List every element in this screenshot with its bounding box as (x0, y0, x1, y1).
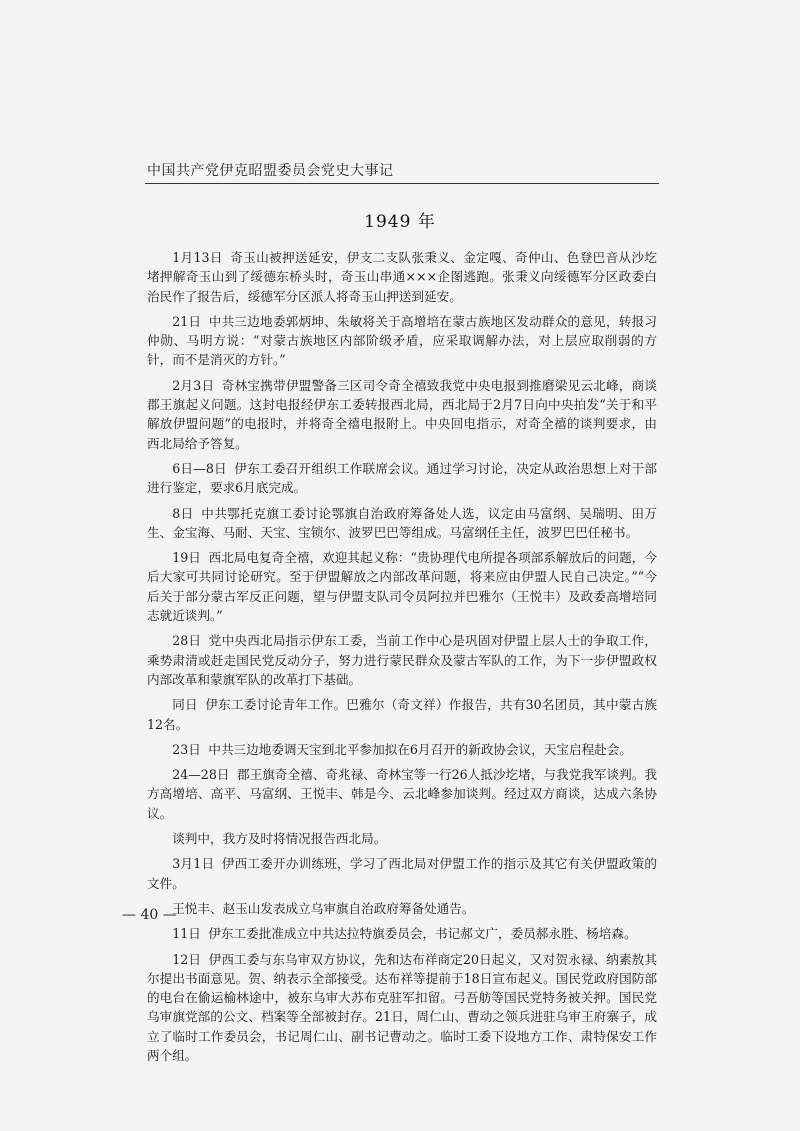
page-number: — 40 — (122, 907, 177, 923)
entry-text: 中共三边地委郭炳坤、朱敏将关于高增培在蒙古族地区发动群众的意见，转报习仲勋、马明方说：“对蒙古族地区内部阶级矛盾，应采取调解办法，对上层应取削弱的方针，而不是消灭的方针。” (147, 313, 658, 368)
entry-feb-8 (147, 504, 657, 543)
entry-text: 奇林宝携带伊盟警备三区司令奇全禧致我党中央电报到推磨梁见云北峰，商谈郡王旗起义问题。这封电报经伊东工委转报西北局，西北局于2月7日向中央拍发“关于和平解放伊盟问题”的电报时，并将奇全禧电报附上。中央回电指示，对奇全禧的谈判要求，由西北局给予答复。 (147, 377, 657, 451)
entry-mar-12 (147, 950, 657, 1066)
entry-mar-11 (147, 924, 657, 943)
entry-date: 24—28日 (172, 767, 230, 783)
entry-date: 11日 (172, 926, 201, 942)
entry-date: 1月13日 (172, 250, 223, 265)
entry-feb-3 (147, 376, 657, 453)
entry-text: 郡王旗奇全禧、奇兆禄、奇林宝等一行26人抵沙圪堵，与我党我军谈判。我方高增培、高平、马富纲、王悦丰、韩是今、云北峰参加谈判。经过双方商谈，达成六条协议。 (147, 767, 657, 821)
entry-text: 王悦丰、赵玉山发表成立乌审旗自治政府筹备处通告。 (172, 900, 475, 916)
entry-jan-21 (147, 312, 657, 370)
year-heading: 1949 年 (364, 212, 436, 232)
entry-24-28 (147, 765, 657, 823)
entry-text: 党中央西北局指示伊东工委，当前工作中心是巩固对伊盟上层人士的争取工作，乘势肃清或赶走国民党反动分子，努力进行蒙民群众及蒙古军队的工作，为下一步伊盟政权内部改革和蒙旗军队的改革打下基础。 (147, 633, 658, 687)
entry-text: 西北局电复奇全禧，欢迎其起义称：“贵协理代电所提各项部系解放后的问题，今后大家可共同讨论研究。至于伊盟解放之内部改革问题，将来应由伊盟人民自己决定。”“今后关于部分蒙古军反正问题，望与伊盟支队司令员阿拉并巴雅尔（王悦丰）及政委高增培同志就近谈判。” (147, 550, 657, 624)
entry-wushen-notice (147, 899, 657, 918)
entry-feb-19 (147, 548, 657, 625)
entry-23 (147, 740, 657, 759)
entry-text: 伊西工委与东乌审双方协议，先和达布祥商定20日起义，又对贺永禄、纳素敖其尔提出书面意见。贺、纳表示全部接受。达布祥等提前于18日宣布起义。国民党政府国防部的电台在偷运榆林途中，被东乌审大苏布克驻军扣留。弓吾舫等国民党特务被关押。国民党乌审旗党部的公文、档案等全部被封存。21日，周仁山、曹动之领兵进驻乌审王府寨子，成立了临时工作委员会，书记周仁山、副书记曹动之。临时工委下设地方工作、肃特保安工作两个组。 (147, 951, 657, 1063)
entry-date: 2月3日 (172, 377, 215, 393)
running-header-title: 中国共产党伊克昭盟委员会党史大事记 (147, 163, 394, 179)
entry-date: 21日 (172, 313, 202, 329)
entry-text: 伊东工委批准成立中共达拉特旗委员会，书记郝文广，委员郝永胜、杨培森。 (208, 926, 637, 942)
entry-feb-28 (147, 631, 657, 689)
entry-text: 中共鄂托克旗工委讨论鄂旗自治政府筹备处人选，议定由马富纲、吴瑞明、田万生、金宝海、马耐、天宝、宝锁尔、波罗巴巴等组成。马富纲任主任，波罗巴巴任秘书。 (147, 505, 658, 540)
entry-text: 伊西工委开办训练班，学习了西北局对伊盟工作的指示及其它有关伊盟政策的文件。 (147, 856, 657, 891)
entry-date: 8日 (172, 505, 194, 521)
entry-feb-6-8 (147, 459, 657, 498)
entry-date: 12日 (172, 951, 202, 967)
entry-text: 谈判中，我方及时将情况报告西北局。 (172, 831, 387, 847)
entry-text: 奇玉山被押送延安，伊支二支队张秉义、金定嘎、奇仲山、色登巴音从沙圪堵押解奇玉山到了绥德东桥头时，奇玉山串通×××企图逃跑。张秉义向绥德军分区政委白治民作了报告后，绥德军分区派人将奇玉山押送到延安。 (147, 250, 657, 304)
chronology-entries (147, 248, 657, 1071)
entry-date: 28日 (172, 633, 202, 649)
entry-date: 23日 (172, 741, 201, 757)
entry-date: 同日 (172, 697, 198, 713)
entry-text: 伊东工委召开组织工作联席会议。通过学习讨论，决定从政治思想上对干部进行鉴定，要求6月底完成。 (147, 460, 658, 496)
entry-date: 19日 (172, 550, 201, 566)
entry-same-day (147, 695, 657, 734)
entry-jan-13 (147, 248, 657, 306)
entry-negotiation-note (147, 829, 657, 848)
entry-date: 6日—8日 (172, 460, 227, 476)
header-rule (145, 183, 659, 184)
entry-date: 3月1日 (172, 856, 215, 872)
entry-text: 中共三边地委调天宝到北平参加拟在6月召开的新政协会议，天宝启程赴会。 (208, 741, 632, 757)
entry-mar-1 (147, 854, 657, 893)
entry-text: 伊东工委讨论青年工作。巴雅尔（奇文祥）作报告，共有30名团员，其中蒙古族12名。 (147, 697, 657, 732)
